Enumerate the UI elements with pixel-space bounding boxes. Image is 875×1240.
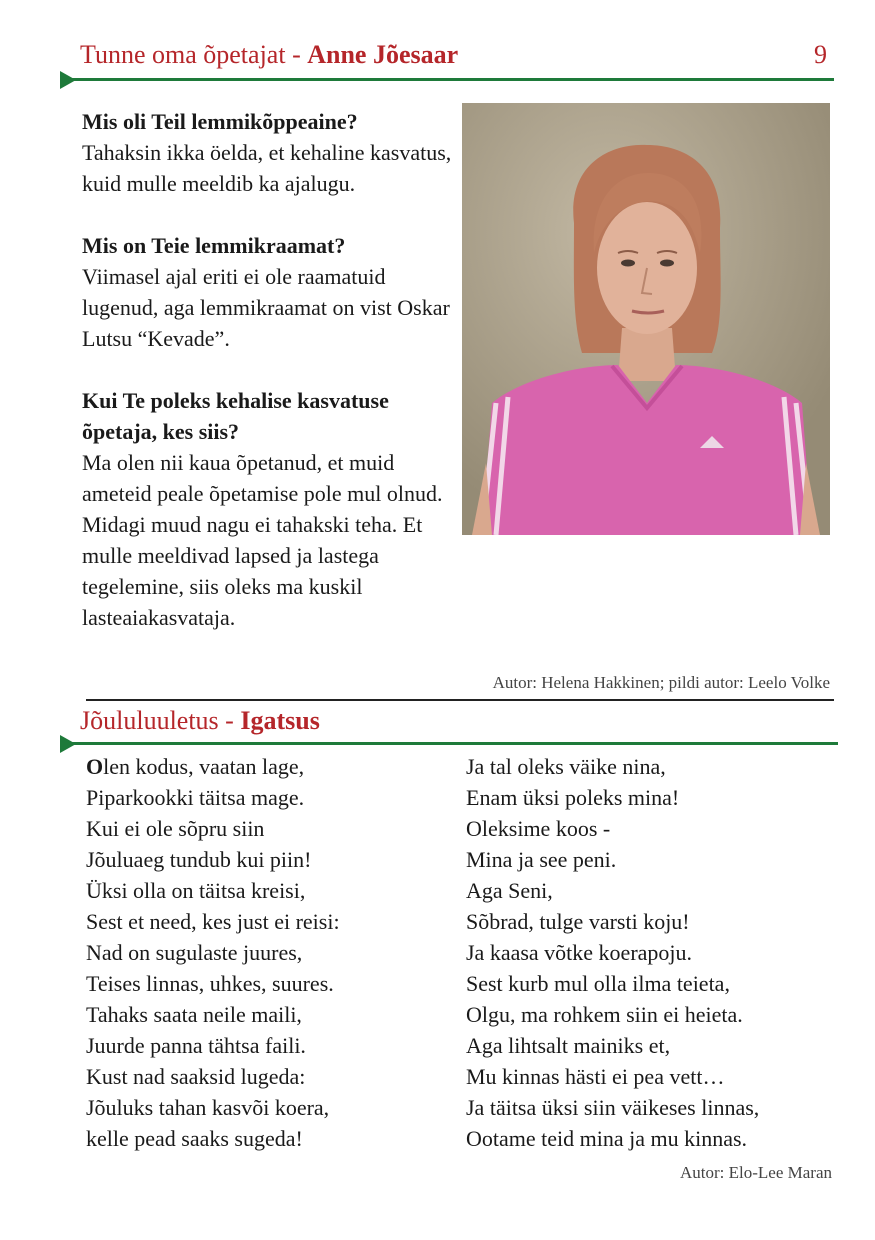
poem-line: Ja täitsa üksi siin väikeses linnas, bbox=[466, 1095, 760, 1120]
interview-question: Kui Te poleks kehalise kasvatuse õpetaja, kes siis? bbox=[82, 388, 389, 444]
poem-title bbox=[80, 706, 320, 736]
interview-answer: Tahaksin ikka öelda, et kehaline kasvatus, kuid mulle meeldib ka ajalugu. bbox=[82, 140, 452, 196]
poem-line: Tahaks saata neile maili, bbox=[86, 1002, 302, 1027]
poem-line: Ja kaasa võtke koerapoju. bbox=[466, 940, 693, 965]
interview-answer: Viimasel ajal eriti ei ole raamatuid lugenud, aga lemmikraamat on vist Oskar Lutsu “Kevade”. bbox=[82, 264, 450, 351]
poem-line: Üksi olla on täitsa kreisi, bbox=[86, 878, 306, 903]
interview-item bbox=[82, 230, 452, 354]
teacher-portrait-illustration bbox=[462, 103, 830, 535]
poem-line: Olgu, ma rohkem siin ei heieta. bbox=[466, 1002, 743, 1027]
poem-line: Aga lihtsalt mainiks et, bbox=[466, 1033, 671, 1058]
poem-line: Kui ei ole sõpru siin bbox=[86, 816, 265, 841]
poem-line: Enam üksi poleks mina! bbox=[466, 785, 680, 810]
poem-title-prefix: Jõululuuletus - bbox=[80, 706, 241, 735]
poem-line: Sõbrad, tulge varsti koju! bbox=[466, 909, 690, 934]
poem-line: Jõuluks tahan kasvõi koera, bbox=[86, 1095, 330, 1120]
interview-item bbox=[82, 106, 452, 199]
poem-line: Mu kinnas hästi ei pea vett… bbox=[466, 1064, 725, 1089]
poem-credit: Autor: Elo-Lee Maran bbox=[680, 1163, 832, 1182]
interview-item bbox=[82, 385, 452, 633]
poem-line: Nad on sugulaste juures, bbox=[86, 940, 303, 965]
interview-question: Mis on Teie lemmikraamat? bbox=[82, 233, 346, 258]
interview-column bbox=[82, 106, 452, 633]
interview-question: Mis oli Teil lemmikõppeaine? bbox=[82, 109, 358, 134]
poem-line: Mina ja see peni. bbox=[466, 847, 617, 872]
teacher-photo bbox=[462, 103, 830, 535]
interview-credit: Autor: Helena Hakkinen; pildi autor: Leelo Volke bbox=[492, 673, 830, 692]
poem-line: kelle pead saaks sugeda! bbox=[86, 1126, 303, 1151]
poem-line: Juurde panna tähtsa faili. bbox=[86, 1033, 306, 1058]
article-title bbox=[80, 40, 458, 70]
poem-line: Kust nad saaksid lugeda: bbox=[86, 1064, 306, 1089]
poem-line: Teises linnas, uhkes, suures. bbox=[86, 971, 334, 996]
poem-first-line-rest: len kodus, vaatan lage, bbox=[103, 754, 305, 779]
interview-answer: Ma olen nii kaua õpetanud, et muid ameteid peale õpetamise pole mul olnud. Midagi muud nagu ei tahakski teha. Et mulle meeldivad lapsed ja lastega tegelemine, siis oleks ma kuskil lasteaiakasvataja. bbox=[82, 450, 443, 630]
poem-column-left bbox=[86, 751, 340, 1154]
poem-line: Sest et need, kes just ei reisi: bbox=[86, 909, 340, 934]
section-divider bbox=[86, 699, 834, 701]
poem-line: Oleksime koos - bbox=[466, 816, 611, 841]
poem-header-rule bbox=[66, 742, 838, 745]
poem-line: Piparkookki täitsa mage. bbox=[86, 785, 305, 810]
poem-line: Jõuluaeg tundub kui piin! bbox=[86, 847, 312, 872]
article-title-name: Anne Jõesaar bbox=[307, 40, 459, 69]
header-rule bbox=[66, 78, 834, 81]
poem-line: Ootame teid mina ja mu kinnas. bbox=[466, 1126, 748, 1151]
page-number: 9 bbox=[814, 40, 827, 69]
poem-first-letter: O bbox=[86, 754, 104, 779]
poem-line: Ja tal oleks väike nina, bbox=[466, 754, 666, 779]
poem-line: Sest kurb mul olla ilma teieta, bbox=[466, 971, 730, 996]
poem-line bbox=[86, 751, 340, 782]
poem-line: Aga Seni, bbox=[466, 878, 553, 903]
article-title-prefix: Tunne oma õpetajat - bbox=[80, 40, 308, 69]
poem-title-name: Igatsus bbox=[240, 706, 320, 735]
poem-column-right bbox=[466, 751, 759, 1154]
